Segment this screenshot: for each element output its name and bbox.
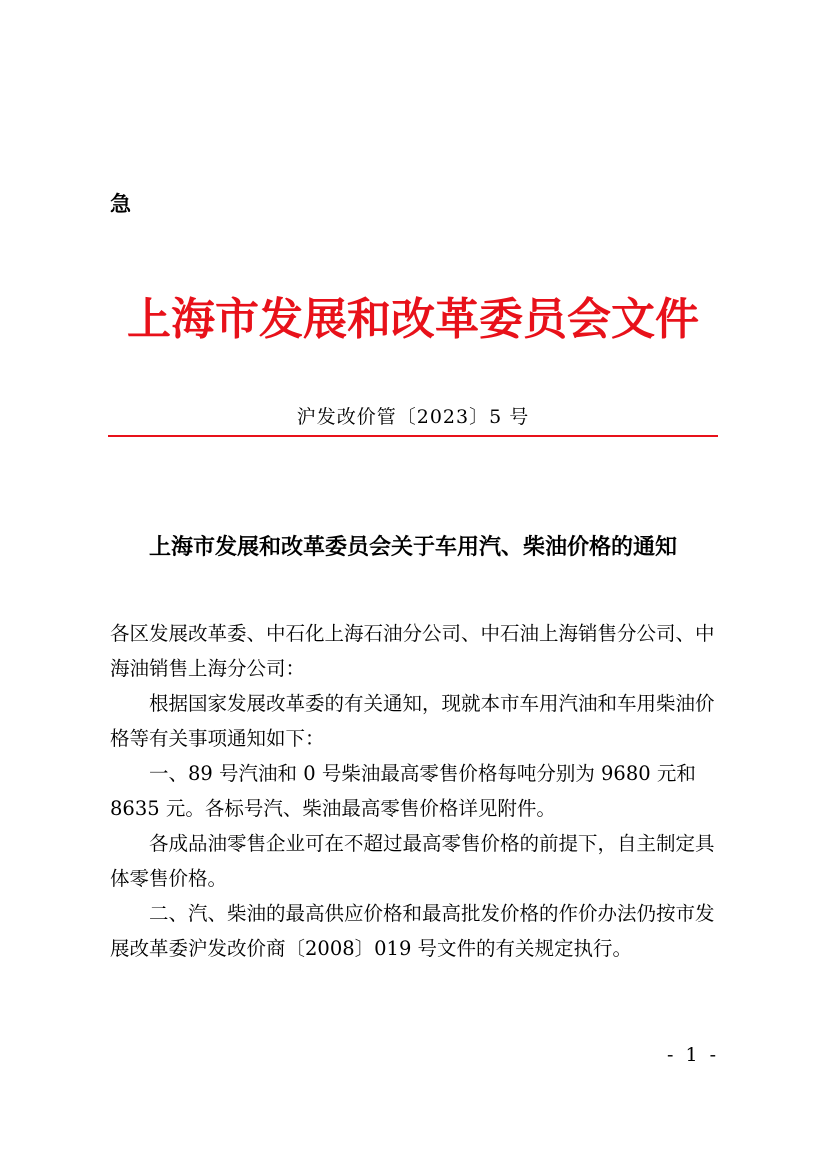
red-divider-line [108,435,718,437]
urgency-mark: 急 [110,192,131,216]
addressee-paragraph: 各区发展改革委、中石化上海石油分公司、中石油上海销售分公司、中海油销售上海分公司： [110,622,715,680]
body-paragraph: 各成品油零售企业可在不超过最高零售价格的前提下，自主制定具体零售价格。 [110,832,715,890]
notice-title: 上海市发展和改革委员会关于车用汽、柴油价格的通知 [148,534,677,560]
page-number: - 1 - [666,1044,719,1066]
body-paragraph: 一、89 号汽油和 0 号柴油最高零售价格每吨分别为 9680 元和 8635 元。各标号汽、柴油最高零售价格详见附件。 [110,762,696,820]
agency-title: 上海市发展和改革委员会文件 [127,294,699,345]
body-paragraph: 二、汽、柴油的最高供应价格和最高批发价格的作价办法仍按市发展改革委沪发改价商〔2008〕019 号文件的有关规定执行。 [110,902,715,960]
body-paragraph: 根据国家发展改革委的有关通知，现就本市车用汽油和车用柴油价格等有关事项通知如下： [110,692,715,750]
body-text [110,616,722,966]
document-number: 沪发改价管〔2023〕5 号 [296,406,530,428]
